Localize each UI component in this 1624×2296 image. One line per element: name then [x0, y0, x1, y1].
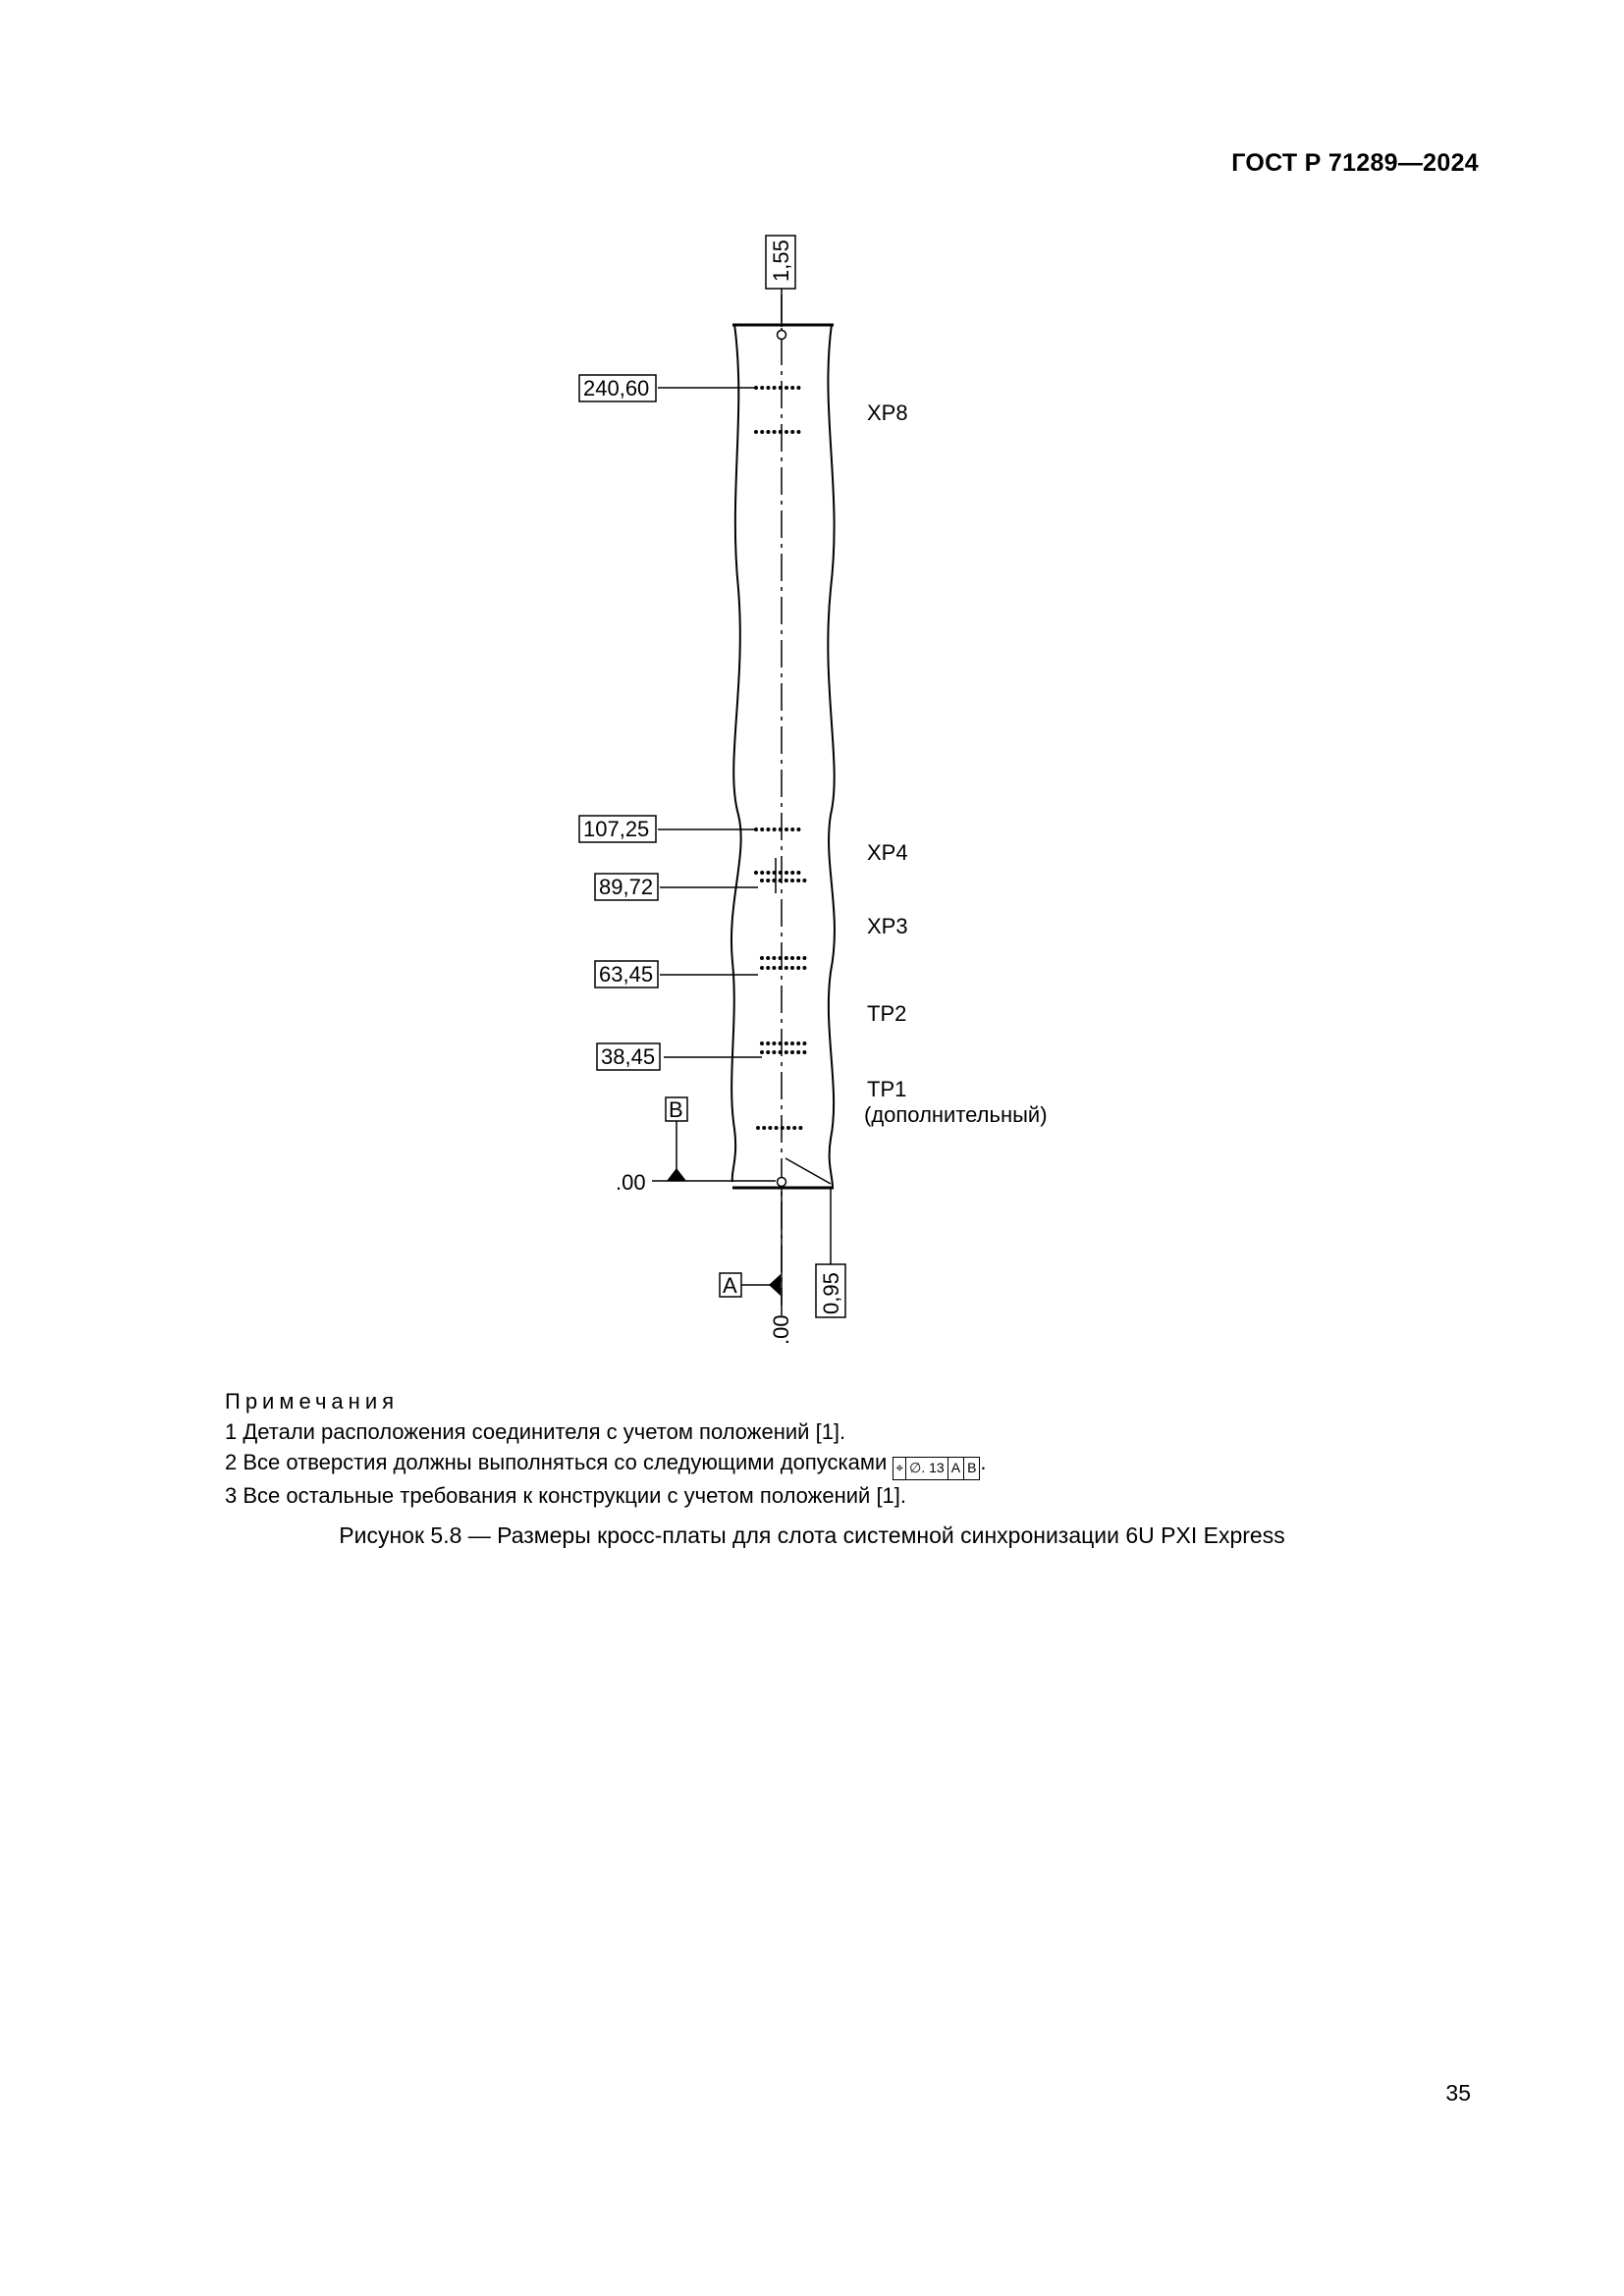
- pin-hole: [785, 386, 788, 390]
- pin-hole: [785, 879, 788, 882]
- pin-hole: [760, 956, 764, 960]
- pin-hole: [766, 1041, 770, 1045]
- pin-hole: [779, 430, 783, 434]
- pin-hole: [785, 430, 788, 434]
- pin-hole: [802, 1050, 806, 1054]
- pin-hole: [796, 879, 800, 882]
- pin-hole: [790, 966, 794, 970]
- pin-hole: [796, 966, 800, 970]
- pin-hole: [760, 871, 764, 875]
- pin-hole: [802, 1041, 806, 1045]
- connector-tp2: TP2: [867, 1001, 907, 1026]
- pin-hole: [775, 1126, 779, 1130]
- datum-a-triangle: [769, 1274, 781, 1296]
- datum-a-label: A: [723, 1273, 737, 1298]
- pin-hole: [766, 386, 770, 390]
- pin-hole: [790, 386, 794, 390]
- datum-b-triangle: [667, 1168, 686, 1181]
- pin-hole: [798, 1126, 802, 1130]
- document-number: ГОСТ Р 71289—2024: [1231, 149, 1479, 177]
- pin-hole: [760, 1041, 764, 1045]
- pin-hole: [786, 1126, 790, 1130]
- pin-hole: [790, 1041, 794, 1045]
- pin-hole: [802, 956, 806, 960]
- dim-89-72: 89,72: [599, 875, 654, 899]
- pin-hole: [779, 1041, 783, 1045]
- pin-hole: [779, 966, 783, 970]
- datum-b-value: .00: [616, 1170, 646, 1195]
- pin-hole: [772, 956, 776, 960]
- dim-107-25: 107,25: [583, 817, 650, 841]
- pin-hole: [756, 1126, 760, 1130]
- pin-hole: [762, 1126, 766, 1130]
- pin-hole: [781, 1126, 785, 1130]
- tolerance-datum-a: A: [947, 1458, 963, 1479]
- pin-hole: [779, 386, 783, 390]
- pin-hole: [772, 1041, 776, 1045]
- left-dimensions: [658, 388, 762, 1057]
- note-2: [225, 1447, 987, 1480]
- pin-hole: [766, 828, 770, 831]
- pin-hole: [779, 879, 783, 882]
- pin-hole: [790, 1050, 794, 1054]
- dim-38-45: 38,45: [601, 1044, 656, 1069]
- pin-hole: [779, 1050, 783, 1054]
- notes-block: [225, 1386, 987, 1511]
- pin-hole: [779, 956, 783, 960]
- pin-hole: [773, 828, 777, 831]
- pin-hole: [766, 956, 770, 960]
- pin-hole: [796, 430, 800, 434]
- pin-hole: [760, 1050, 764, 1054]
- pin-hole: [802, 966, 806, 970]
- note-3: 3 Все остальные требования к конструкции с учетом положений [1].: [225, 1482, 907, 1508]
- figure-caption: Рисунок 5.8 — Размеры кросс-платы для слота системной синхронизации 6U PXI Express: [339, 1522, 1285, 1548]
- pin-hole: [790, 871, 794, 875]
- pin-hole: [772, 966, 776, 970]
- datum-b-label: B: [669, 1097, 683, 1122]
- pin-hole: [790, 879, 794, 882]
- pin-hole: [790, 956, 794, 960]
- pin-hole: [760, 966, 764, 970]
- pin-hole: [766, 430, 770, 434]
- pin-hole: [790, 430, 794, 434]
- pin-hole: [766, 871, 770, 875]
- page-number: 35: [1445, 2080, 1471, 2106]
- pin-hole: [792, 1126, 796, 1130]
- note-1: 1 Детали расположения соединителя с учетом положений [1].: [225, 1419, 846, 1444]
- tolerance-datum-b: B: [963, 1458, 979, 1479]
- tolerance-value: ∅. 13: [905, 1458, 947, 1479]
- pin-hole: [779, 828, 783, 831]
- pin-hole: [785, 828, 788, 831]
- pin-hole: [766, 966, 770, 970]
- pin-hole: [796, 956, 800, 960]
- connector-xp4: XP4: [867, 840, 908, 865]
- pin-hole: [785, 956, 788, 960]
- notes-title: Примечания: [225, 1389, 400, 1414]
- pin-hole: [785, 966, 788, 970]
- pin-hole: [796, 828, 800, 831]
- pin-hole: [785, 871, 788, 875]
- pin-hole: [785, 1041, 788, 1045]
- pin-hole: [754, 430, 758, 434]
- pin-hole: [772, 1050, 776, 1054]
- pin-hole: [785, 1050, 788, 1054]
- pin-hole: [768, 1126, 772, 1130]
- pin-hole: [766, 879, 770, 882]
- pin-hole: [802, 879, 806, 882]
- dim-63-45: 63,45: [599, 962, 654, 987]
- top-dimension-label: 1,55: [769, 240, 793, 282]
- pin-hole: [796, 386, 800, 390]
- pin-hole: [796, 871, 800, 875]
- pin-hole: [773, 386, 777, 390]
- board-outline: [731, 324, 835, 1188]
- connector-pin-rows: [754, 386, 806, 1130]
- connector-xp8: XP8: [867, 400, 908, 425]
- pin-hole: [760, 430, 764, 434]
- note-2-text: 2 Все отверстия должны выполняться со следующими допусками: [225, 1450, 888, 1474]
- corner-chamfer: [785, 1158, 831, 1184]
- tolerance-frame: [893, 1457, 980, 1480]
- note-2-end: .: [980, 1450, 987, 1474]
- pin-hole: [790, 828, 794, 831]
- connector-tp1-note: (дополнительный): [864, 1102, 1048, 1127]
- pin-hole: [766, 1050, 770, 1054]
- pin-hole: [760, 386, 764, 390]
- mounting-hole: [778, 1178, 786, 1187]
- pin-hole: [773, 430, 777, 434]
- connector-tp1: TP1: [867, 1077, 907, 1101]
- pin-hole: [760, 828, 764, 831]
- right-dimension-label: 0,95: [819, 1272, 843, 1314]
- mounting-hole: [778, 331, 786, 340]
- connector-xp3: XP3: [867, 914, 908, 938]
- pin-hole: [760, 879, 764, 882]
- datum-a-value: .00: [769, 1314, 793, 1345]
- pin-hole: [779, 871, 783, 875]
- pin-hole: [754, 871, 758, 875]
- pin-hole: [796, 1041, 800, 1045]
- dim-240-60: 240,60: [583, 376, 650, 400]
- pin-hole: [796, 1050, 800, 1054]
- position-icon: ⌖: [895, 1460, 904, 1475]
